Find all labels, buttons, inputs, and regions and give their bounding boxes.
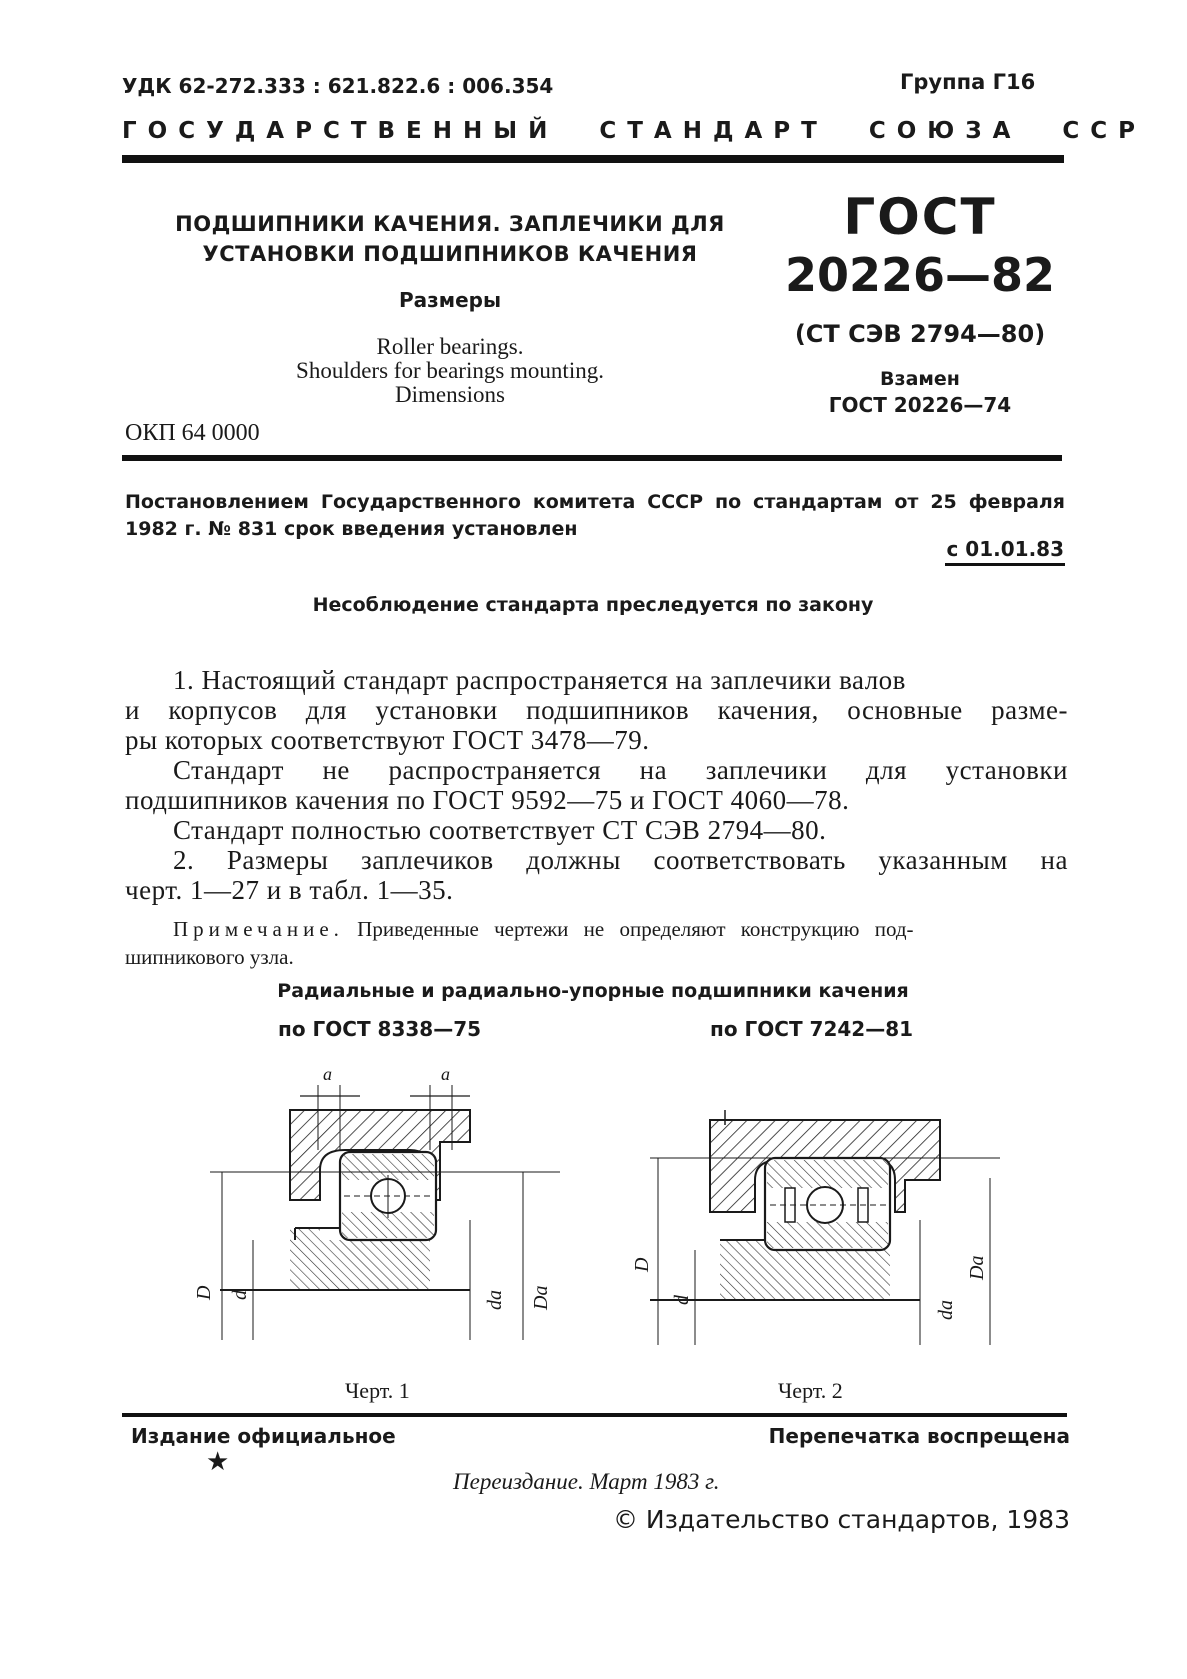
note-line-2: шипникового узла. (125, 945, 294, 969)
replaced-standard: ГОСТ 20226—74 (828, 393, 1012, 417)
decree-line-2: 1982 г. № 831 срок введения установлен (125, 518, 578, 540)
figure-1-reference: по ГОСТ 8338—75 (278, 1017, 482, 1041)
footer-rule (122, 1413, 1067, 1417)
copyright-line: © Издательство стандартов, 1983 (612, 1505, 1070, 1534)
standard-banner: ГОСУДАРСТВЕННЫЙ СТАНДАРТ СОЮЗА ССР (122, 118, 1147, 144)
sev-reference: (СТ СЭВ 2794—80) (794, 320, 1046, 348)
title-english-1: Roller bearings. (376, 334, 524, 359)
okp-code: ОКП 64 0000 (125, 420, 260, 446)
paragraph-4-line-1: 2. Размеры заплечиков должны соответствовать указанным на (173, 845, 1068, 875)
title-rule (122, 455, 1062, 461)
reissue-note: Переиздание. Март 1983 г. (453, 1469, 720, 1494)
figure-2-reference: по ГОСТ 7242—81 (710, 1017, 914, 1041)
fig1-D-label: D (193, 1285, 215, 1300)
figure-2-caption: Черт. 2 (778, 1378, 843, 1403)
paragraph-2-line-1: Стандарт не распространяется на заплечики для установки (173, 755, 1068, 785)
title-line-2: УСТАНОВКИ ПОДШИПНИКОВ КАЧЕНИЯ (202, 242, 698, 266)
fig1-a-right-label: a (441, 1064, 450, 1084)
edition-label: Издание официальное (131, 1424, 396, 1448)
fig1-da-label: da (484, 1290, 506, 1310)
gost-number: 20226—82 (784, 248, 1056, 302)
title-english-3: Dimensions (395, 382, 505, 407)
fig1-a-left-label: a (323, 1064, 332, 1084)
fig2-da-label: da (935, 1300, 957, 1320)
legal-warning: Несоблюдение стандарта преследуется по закону (312, 594, 874, 616)
figure-1-caption: Черт. 1 (345, 1378, 410, 1403)
fig2-Da-label: Da (966, 1255, 988, 1280)
title-english-2: Shoulders for bearings mounting. (296, 358, 604, 383)
gost-word: ГОСТ (843, 188, 997, 246)
figures-heading: Радиальные и радиально-упорные подшипники качения (277, 980, 909, 1002)
group-code: Группа Г16 (900, 70, 1036, 94)
fig1-d-label: d (229, 1290, 251, 1300)
paragraph-1-line-3: ры которых соответствуют ГОСТ 3478—79. (125, 725, 650, 755)
decree-line-1: Постановлением Государственного комитета СССР по стандартам от 25 февраля (125, 491, 1065, 513)
note-text-1: Приведенные чертежи не определяют конструкцию под- (357, 917, 914, 941)
udc-code: УДК 62-272.333 : 621.822.6 : 006.354 (122, 74, 554, 98)
paragraph-4-line-2: черт. 1—27 и в табл. 1—35. (125, 875, 454, 905)
paragraph-1-line-2: и корпусов для установки подшипников качения, основные разме- (125, 695, 1068, 725)
figure-1-drawing (210, 1085, 560, 1340)
star-mark: ★ (206, 1447, 230, 1477)
header-rule (122, 155, 1064, 163)
paragraph-2-line-2: подшипников качения по ГОСТ 9592—75 и ГОСТ 4060—78. (125, 785, 850, 815)
note-line-1 (173, 917, 1068, 942)
fig1-Da-label: Da (530, 1285, 552, 1310)
bearing-drawings (0, 1060, 1187, 1360)
fig2-d-label: d (671, 1295, 693, 1305)
paragraph-3: Стандарт полностью соответствует СТ СЭВ 2794—80. (173, 815, 827, 845)
reprint-prohibited: Перепечатка воспрещена (768, 1424, 1070, 1448)
effective-date: с 01.01.83 (946, 537, 1064, 561)
fig2-D-label: D (631, 1257, 653, 1272)
paragraph-1-line-1: 1. Настоящий стандарт распространяется на заплечики валов (173, 665, 906, 695)
effective-date-underline (945, 563, 1065, 566)
title-line-1: ПОДШИПНИКИ КАЧЕНИЯ. ЗАПЛЕЧИКИ ДЛЯ (175, 212, 725, 236)
title-subtitle: Размеры (398, 288, 502, 312)
note-label: Примечание. (173, 917, 344, 941)
replaces-label: Взамен (880, 368, 960, 390)
